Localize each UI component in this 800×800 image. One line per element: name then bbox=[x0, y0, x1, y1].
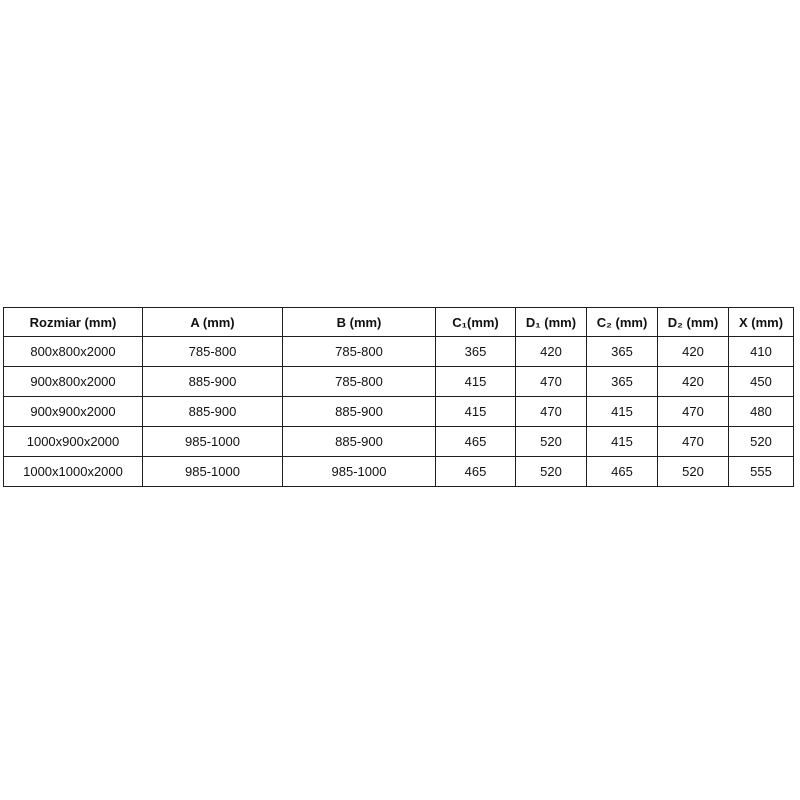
table-cell: 985-1000 bbox=[283, 457, 436, 487]
table-cell: 365 bbox=[587, 337, 658, 367]
table-cell: 555 bbox=[729, 457, 794, 487]
table-cell: 885-900 bbox=[143, 397, 283, 427]
table-row-0 bbox=[4, 337, 794, 367]
column-header-4: D₁ (mm) bbox=[516, 308, 587, 337]
table-cell: 1000x900x2000 bbox=[4, 427, 143, 457]
table-cell: 470 bbox=[516, 367, 587, 397]
table-cell: 420 bbox=[658, 337, 729, 367]
table-cell: 885-900 bbox=[283, 427, 436, 457]
table-cell: 410 bbox=[729, 337, 794, 367]
table-cell: 520 bbox=[729, 427, 794, 457]
table-cell: 465 bbox=[436, 457, 516, 487]
table-cell: 415 bbox=[436, 397, 516, 427]
table-cell: 785-800 bbox=[283, 367, 436, 397]
table-cell: 420 bbox=[516, 337, 587, 367]
table-cell: 470 bbox=[658, 397, 729, 427]
table-cell: 1000x1000x2000 bbox=[4, 457, 143, 487]
table-cell: 985-1000 bbox=[143, 457, 283, 487]
table-cell: 465 bbox=[436, 427, 516, 457]
header-row bbox=[4, 308, 794, 337]
table-cell: 415 bbox=[587, 397, 658, 427]
table-cell: 415 bbox=[587, 427, 658, 457]
dimension-spec-table bbox=[3, 307, 794, 487]
table-cell: 800x800x2000 bbox=[4, 337, 143, 367]
column-header-3: C₁(mm) bbox=[436, 308, 516, 337]
column-header-7: X (mm) bbox=[729, 308, 794, 337]
table-cell: 520 bbox=[516, 457, 587, 487]
table-head bbox=[4, 308, 794, 337]
table-cell: 415 bbox=[436, 367, 516, 397]
table-cell: 785-800 bbox=[283, 337, 436, 367]
table-cell: 450 bbox=[729, 367, 794, 397]
table-cell: 420 bbox=[658, 367, 729, 397]
table-cell: 365 bbox=[587, 367, 658, 397]
column-header-2: B (mm) bbox=[283, 308, 436, 337]
table-row-3 bbox=[4, 427, 794, 457]
table-cell: 470 bbox=[516, 397, 587, 427]
column-header-1: A (mm) bbox=[143, 308, 283, 337]
table-cell: 900x800x2000 bbox=[4, 367, 143, 397]
column-header-6: D₂ (mm) bbox=[658, 308, 729, 337]
table-cell: 885-900 bbox=[283, 397, 436, 427]
table-cell: 900x900x2000 bbox=[4, 397, 143, 427]
table-cell: 520 bbox=[516, 427, 587, 457]
column-header-5: C₂ (mm) bbox=[587, 308, 658, 337]
table-row-2 bbox=[4, 397, 794, 427]
table-cell: 520 bbox=[658, 457, 729, 487]
table-cell: 785-800 bbox=[143, 337, 283, 367]
table-cell: 465 bbox=[587, 457, 658, 487]
table-row-1 bbox=[4, 367, 794, 397]
table-cell: 470 bbox=[658, 427, 729, 457]
table-cell: 365 bbox=[436, 337, 516, 367]
table-row-4 bbox=[4, 457, 794, 487]
table-cell: 480 bbox=[729, 397, 794, 427]
table-cell: 885-900 bbox=[143, 367, 283, 397]
table-body bbox=[4, 337, 794, 487]
table-cell: 985-1000 bbox=[143, 427, 283, 457]
column-header-0: Rozmiar (mm) bbox=[4, 308, 143, 337]
